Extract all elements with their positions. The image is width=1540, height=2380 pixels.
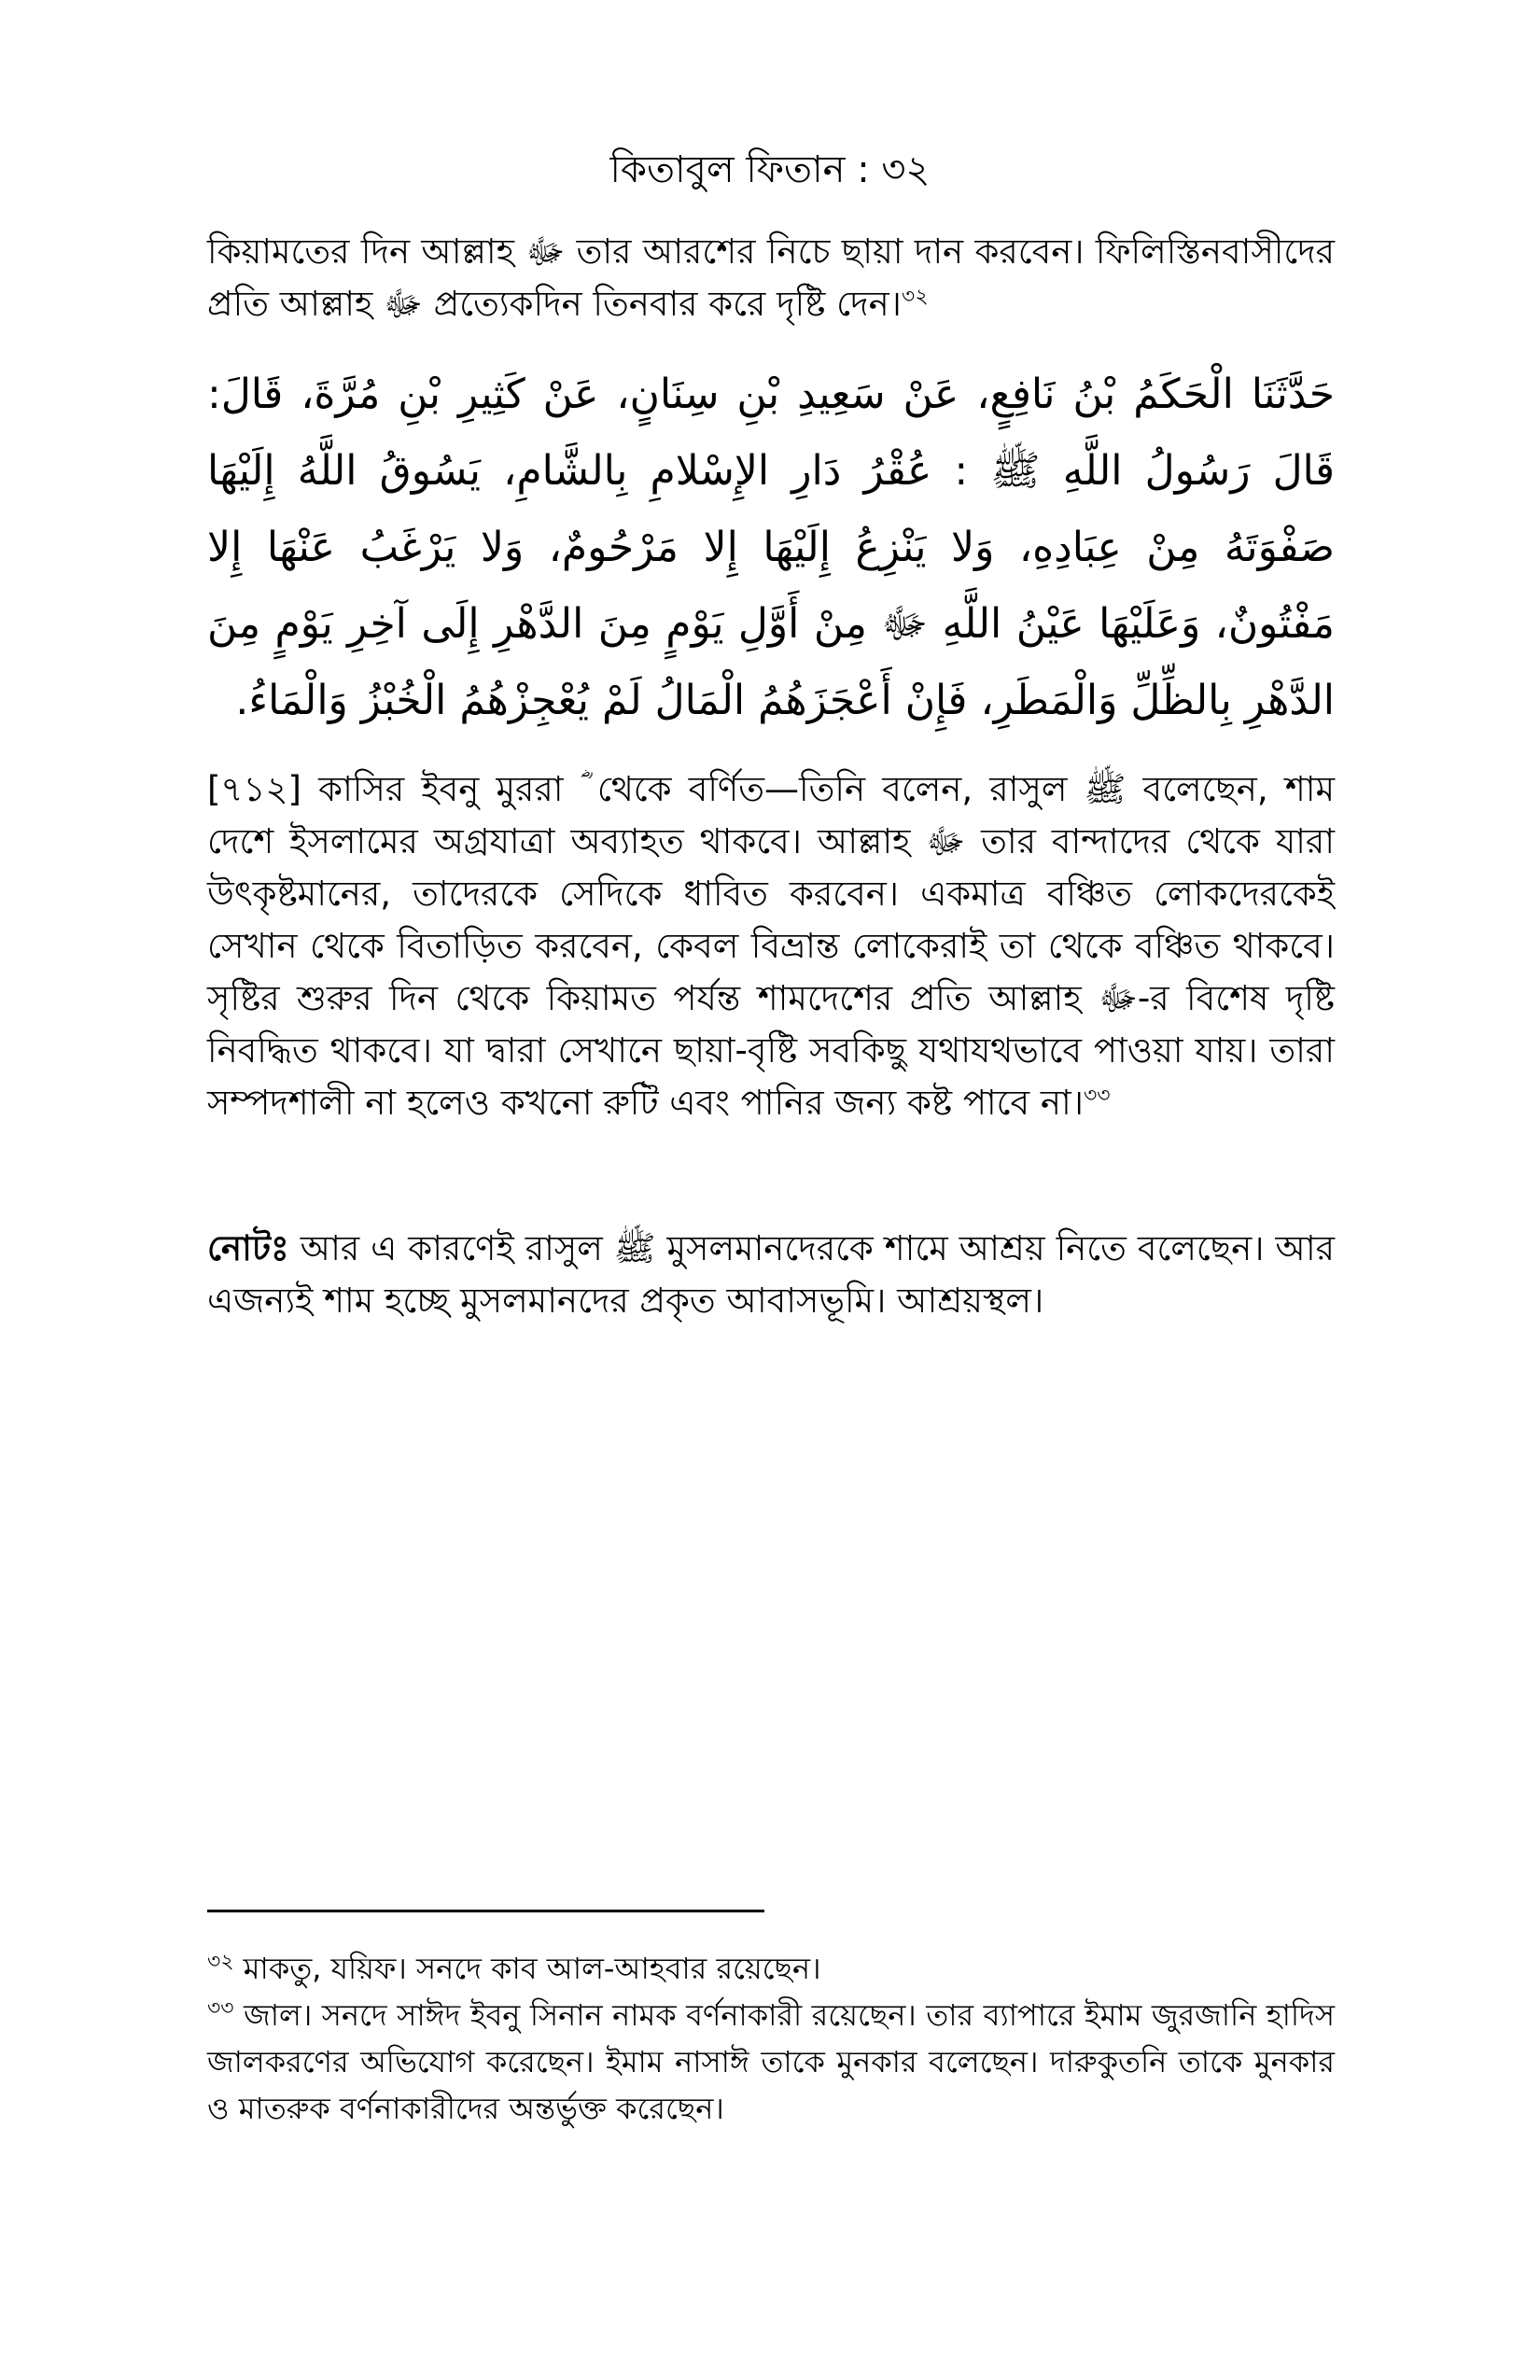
hadith-translation-text: [৭১২] কাসির ইবনু মুররা ؓ থেকে বর্ণিত—তিনি বলেন, রাসুল ﷺ বলেছেন, শাম দেশে ইসলামের অগ্রযাত্রা অব্যাহত থাকবে। আল্লাহ ﷻ তার বান্দাদের থেকে যারা উৎকৃষ্টমানের, তাদেরকে সেদিকে ধাবিত করবেন। একমাত্র বঞ্চিত লোকদেরকেই সেখান থেকে বিতাড়িত করবেন, কেবল বিভ্রান্ত লোকেরাই তা থেকে বঞ্চিত থাকবে। সৃষ্টির শুরুর দিন থেকে কিয়ামত পর্যন্ত শামদেশের প্রতি আল্লাহ ﷻ-র বিশেষ দৃষ্টি নিবদ্ধিত থাকবে। যা দ্বারা সেখানে ছায়া-বৃষ্টি সবকিছু যথাযথভাবে পাওয়া যায়। তারা সম্পদশালী না হলেও কখনো রুটি এবং পানির জন্য কষ্ট পাবে না। <box>207 769 1335 1123</box>
hadith-translation-paragraph <box>207 763 1335 1129</box>
footnote-number: ৩৩ <box>207 1996 234 2021</box>
footnote-text: মাকতু, যয়িফ। সনদে কাব আল-আহবার রয়েছেন। <box>243 1951 821 1986</box>
footnote-divider <box>207 1910 764 1912</box>
footnotes-section <box>207 1945 1335 2132</box>
footnote-33 <box>207 1992 1335 2132</box>
intro-paragraph-text: কিয়ামতের দিন আল্লাহ ﷻ তার আরশের নিচে ছায়া দান করবেন। ফিলিস্তিনবাসীদের প্রতি আল্লাহ ﷻ প্রত্যেকদিন তিনবার করে দৃষ্টি দেন। <box>207 231 1336 324</box>
footnote-text: জাল। সনদে সাঈদ ইবনু সিনান নামক বর্ণনাকারী রয়েছেন। তার ব্যাপারে ইমাম জুরজানি হাদিস জালকরণের অভিযোগ করেছেন। ইমাম নাসাঈ তাকে মুনকার বলেছেন। দারুকুতনি তাকে মুনকার ও মাতরুক বর্ণনাকারীদের অন্তর্ভুক্ত করেছেন। <box>207 1997 1335 2126</box>
arabic-hadith-text: حَدَّثَنَا الْحَكَمُ بْنُ نَافِعٍ، عَنْ سَعِيدِ بْنِ سِنَانٍ، عَنْ كَثِيرِ بْنِ مُرَّةَ، قَالَ: قَالَ رَسُولُ اللَّهِ ﷺ : عُقْرُ دَارِ الإِسْلامِ بِالشَّامِ، يَسُوقُ اللَّهُ إِلَيْهَا صَفْوَتَهُ مِنْ عِبَادِهِ، وَلا يَنْزِعُ إِلَيْهَا إِلا مَرْحُومٌ، وَلا يَرْغَبُ عَنْهَا إِلا مَفْتُونٌ، وَعَلَيْهَا عَيْنُ اللَّهِ ﷻ مِنْ أَوَّلِ يَوْمٍ مِنَ الدَّهْرِ إِلَى آخِرِ يَوْمٍ مِنَ الدَّهْرِ بِالظِّلِّ وَالْمَطَرِ، فَإِنْ أَعْجَزَهُمُ الْمَالُ لَمْ يُعْجِزْهُمُ الْخُبْزُ وَالْمَاءُ. <box>207 371 1335 724</box>
page-title: কিতাবুল ফিতান : ৩২ <box>609 148 931 191</box>
footnote-number: ৩২ <box>207 1950 234 1974</box>
note-label: নোটঃ <box>207 1228 289 1268</box>
intro-paragraph <box>207 226 1335 330</box>
note-text: আর এ কারণেই রাসুল ﷺ মুসলমানদেরকে শামে আশ্রয় নিতে বলেছেন। আর এজন্যই শাম হচ্ছে মুসলমানদের প্রকৃত আবাসভূমি। আশ্রয়স্থল। <box>207 1228 1335 1321</box>
footnote-32 <box>207 1945 1335 1992</box>
page-header <box>0 140 1540 203</box>
footnote-ref-32[interactable]: ৩২ <box>901 285 929 309</box>
note-paragraph <box>207 1223 1335 1327</box>
footnote-ref-33[interactable]: ৩৩ <box>1083 1084 1111 1108</box>
